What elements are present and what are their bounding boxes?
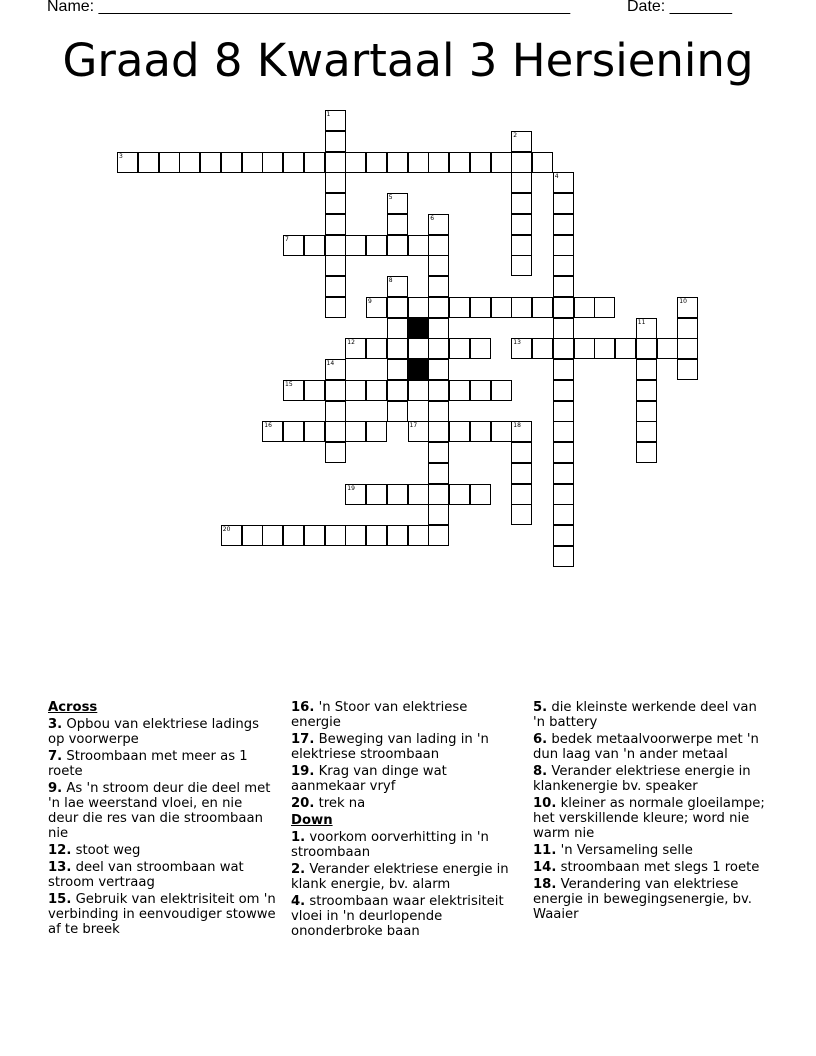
grid-cell[interactable] [325, 442, 346, 463]
grid-cell[interactable] [304, 421, 325, 442]
clue-column-3 [533, 700, 765, 924]
clue-number-label: 15 [285, 380, 293, 388]
grid-cell[interactable] [511, 421, 532, 442]
grid-cell[interactable] [366, 525, 387, 546]
grid-cell[interactable] [387, 276, 408, 297]
clue-text: die kleinste werkende deel van 'n battery [533, 700, 757, 730]
grid-cell[interactable] [304, 152, 325, 173]
grid-cell[interactable] [325, 172, 346, 193]
grid-cell[interactable] [387, 380, 408, 401]
across-clue [48, 717, 276, 747]
clue-column-2 [291, 700, 521, 941]
grid-cell[interactable] [387, 297, 408, 318]
grid-cell[interactable] [345, 421, 366, 442]
grid-cell[interactable] [553, 380, 574, 401]
grid-cell[interactable] [387, 359, 408, 380]
clue-text: voorkom oorverhitting in 'n stroombaan [291, 830, 489, 860]
clue-number: 3. [48, 717, 63, 732]
clue-text: Opbou van elektriese ladings op voorwerpe [48, 717, 260, 747]
grid-cell[interactable] [428, 442, 449, 463]
grid-cell[interactable] [491, 380, 512, 401]
grid-cell[interactable] [428, 401, 449, 422]
grid-cell[interactable] [428, 463, 449, 484]
grid-cell[interactable] [387, 338, 408, 359]
grid-cell[interactable] [553, 193, 574, 214]
grid-cell[interactable] [325, 235, 346, 256]
clue-number: 7. [48, 749, 63, 764]
grid-cell[interactable] [283, 380, 304, 401]
grid-cell[interactable] [117, 152, 138, 173]
grid-cell[interactable] [428, 255, 449, 276]
grid-cell[interactable] [428, 235, 449, 256]
grid-cell[interactable] [677, 359, 698, 380]
grid-cell[interactable] [179, 152, 200, 173]
grid-cell[interactable] [470, 421, 491, 442]
grid-cell[interactable] [221, 152, 242, 173]
grid-cell[interactable] [470, 484, 491, 505]
grid-cell[interactable] [304, 525, 325, 546]
clue-number: 8. [533, 764, 548, 779]
grid-cell[interactable] [408, 380, 429, 401]
clue-text: Stroombaan met meer as 1 roete [48, 749, 248, 779]
grid-cell[interactable] [470, 380, 491, 401]
grid-cell[interactable] [428, 525, 449, 546]
grid-cell[interactable] [553, 442, 574, 463]
grid-cell[interactable] [345, 525, 366, 546]
grid-cell[interactable] [677, 338, 698, 359]
grid-cell[interactable] [345, 380, 366, 401]
grid-cell[interactable] [449, 297, 470, 318]
grid-cell[interactable] [366, 235, 387, 256]
grid-cell[interactable] [511, 484, 532, 505]
clue-number-label: 6 [430, 214, 435, 222]
grid-cell[interactable] [262, 152, 283, 173]
clue-number: 10. [533, 796, 557, 811]
clue-number: 5. [533, 700, 548, 715]
grid-cell[interactable] [636, 338, 657, 359]
clue-number: 4. [291, 894, 306, 909]
across-clue [48, 860, 276, 890]
grid-cell[interactable] [262, 421, 283, 442]
grid-cell[interactable] [345, 235, 366, 256]
grid-cell[interactable] [325, 214, 346, 235]
grid-cell[interactable] [366, 421, 387, 442]
grid-cell[interactable] [366, 484, 387, 505]
grid-cell[interactable] [428, 380, 449, 401]
clue-number: 14. [533, 860, 557, 875]
clue-number: 17. [291, 732, 315, 747]
grid-cell[interactable] [636, 401, 657, 422]
grid-cell[interactable] [511, 463, 532, 484]
grid-cell[interactable] [470, 297, 491, 318]
clue-number: 15. [48, 892, 72, 907]
across-clue [48, 749, 276, 779]
grid-cell[interactable] [636, 380, 657, 401]
down-clue [533, 877, 765, 922]
clue-number: 13. [48, 860, 72, 875]
grid-cell[interactable] [304, 235, 325, 256]
grid-cell[interactable] [511, 504, 532, 525]
clue-number-label: 9 [368, 297, 372, 305]
grid-cell[interactable] [491, 152, 512, 173]
clue-text: Verander elektriese energie in klank energie, bv. alarm [291, 862, 509, 892]
grid-cell[interactable] [428, 421, 449, 442]
grid-cell[interactable] [408, 525, 429, 546]
grid-cell[interactable] [553, 359, 574, 380]
grid-cell[interactable] [428, 359, 449, 380]
clue-number: 19. [291, 764, 315, 779]
grid-cell[interactable] [159, 152, 180, 173]
clue-text: 'n Stoor van elektriese energie [291, 700, 468, 730]
grid-cell[interactable] [553, 484, 574, 505]
grid-cell[interactable] [408, 421, 429, 442]
clue-text: deel van stroombaan wat stroom vertraag [48, 860, 244, 890]
grid-cell[interactable] [221, 525, 242, 546]
grid-cell[interactable] [325, 193, 346, 214]
grid-cell[interactable] [242, 525, 263, 546]
grid-cell[interactable] [387, 484, 408, 505]
grid-cell[interactable] [511, 442, 532, 463]
grid-cell[interactable] [449, 421, 470, 442]
across-clue [48, 843, 276, 858]
down-clue [533, 732, 765, 762]
grid-cell[interactable] [553, 525, 574, 546]
grid-cell[interactable] [325, 421, 346, 442]
grid-cell[interactable] [511, 255, 532, 276]
grid-cell[interactable] [615, 338, 636, 359]
across-clue [291, 732, 521, 762]
across-clue [291, 700, 521, 730]
grid-cell[interactable] [428, 276, 449, 297]
grid-cell[interactable] [677, 318, 698, 339]
grid-cell[interactable] [242, 152, 263, 173]
down-clue [533, 860, 765, 875]
grid-cell[interactable] [283, 152, 304, 173]
grid-cell[interactable] [553, 463, 574, 484]
clue-number-label: 10 [679, 297, 687, 305]
down-clue [533, 843, 765, 858]
grid-cell[interactable] [325, 401, 346, 422]
grid-cell[interactable] [325, 359, 346, 380]
grid-cell[interactable] [387, 401, 408, 422]
grid-cell[interactable] [283, 235, 304, 256]
clue-text: Krag van dinge wat aanmekaar vryf [291, 764, 447, 794]
clue-text: stoot weg [71, 843, 141, 858]
clue-number-label: 5 [388, 194, 393, 201]
grid-cell[interactable] [345, 152, 366, 173]
grid-cell[interactable] [657, 338, 678, 359]
grid-cell[interactable] [636, 318, 657, 339]
clue-number-label: 11 [637, 318, 646, 326]
clue-text: Verander elektriese energie in klankenergie bv. speaker [533, 764, 751, 794]
clue-number-label: 2 [513, 131, 518, 139]
grid-cell[interactable] [428, 152, 449, 173]
grid-cell[interactable] [553, 214, 574, 235]
grid-cell[interactable] [594, 297, 615, 318]
grid-cell[interactable] [428, 214, 449, 235]
grid-cell[interactable] [511, 297, 532, 318]
grid-cell[interactable] [553, 546, 574, 567]
grid-cell[interactable] [553, 338, 574, 359]
across-clue [48, 781, 276, 841]
grid-cell[interactable] [449, 152, 470, 173]
grid-cell[interactable] [594, 338, 615, 359]
grid-cell[interactable] [636, 359, 657, 380]
grid-cell[interactable] [387, 193, 408, 214]
grid-cell[interactable] [470, 152, 491, 173]
grid-cell[interactable] [387, 214, 408, 235]
clue-number: 11. [533, 843, 557, 858]
grid-cell[interactable] [387, 152, 408, 173]
clue-number: 20. [291, 796, 315, 811]
clue-column-1 [48, 700, 276, 939]
grid-cell[interactable] [553, 421, 574, 442]
grid-cell[interactable] [511, 338, 532, 359]
grid-cell[interactable] [345, 484, 366, 505]
across-heading: Across [48, 700, 98, 715]
grid-cell[interactable] [200, 152, 221, 173]
clue-text: 'n Versameling selle [556, 843, 693, 858]
grid-cell[interactable] [511, 131, 532, 152]
grid-cell[interactable] [428, 338, 449, 359]
grid-cell[interactable] [532, 338, 553, 359]
down-clue [533, 700, 765, 730]
grid-cell[interactable] [553, 172, 574, 193]
grid-cell[interactable] [366, 152, 387, 173]
clue-text: Gebruik van elektrisiteit om 'n verbinding in eenvoudiger stowwe af te breek [48, 892, 276, 937]
grid-cell[interactable] [366, 297, 387, 318]
grid-cell[interactable] [574, 338, 595, 359]
grid-cell[interactable] [449, 484, 470, 505]
grid-cell[interactable] [553, 235, 574, 256]
name-field-label: Name: _____________________________________________________ [47, 0, 571, 15]
clue-number: 12. [48, 843, 72, 858]
clue-number: 18. [533, 877, 557, 892]
clue-number-label: 17 [409, 422, 418, 430]
clue-number: 1. [291, 830, 306, 845]
grid-cell[interactable] [408, 484, 429, 505]
black-cell [408, 359, 429, 380]
grid-cell[interactable] [387, 235, 408, 256]
grid-cell[interactable] [283, 421, 304, 442]
clue-text: As 'n stroom deur die deel met 'n lae weerstand vloei, en nie deur die res van die stroombaan nie [48, 781, 271, 841]
grid-cell[interactable] [262, 525, 283, 546]
grid-cell[interactable] [283, 525, 304, 546]
clue-number-label: 19 [347, 484, 355, 492]
grid-cell[interactable] [553, 297, 574, 318]
grid-cell[interactable] [511, 214, 532, 235]
grid-cell[interactable] [428, 504, 449, 525]
grid-cell[interactable] [511, 193, 532, 214]
grid-cell[interactable] [387, 525, 408, 546]
grid-cell[interactable] [491, 297, 512, 318]
across-clue [291, 764, 521, 794]
clue-text: Verandering van elektriese energie in bewegingsenergie, bv. Waaier [533, 877, 752, 922]
grid-cell[interactable] [408, 152, 429, 173]
grid-cell[interactable] [325, 276, 346, 297]
grid-cell[interactable] [408, 297, 429, 318]
grid-cell[interactable] [325, 380, 346, 401]
clue-number-label: 7 [285, 235, 289, 243]
clue-number-label: 1 [326, 111, 331, 118]
clue-number-label: 20 [222, 526, 231, 533]
date-field-label: Date: _______ [627, 0, 732, 15]
clue-number-label: 4 [554, 173, 559, 181]
down-clue [291, 830, 521, 860]
grid-cell[interactable] [325, 525, 346, 546]
grid-cell[interactable] [304, 380, 325, 401]
down-clue [291, 862, 521, 892]
clue-text: bedek metaalvoorwerpe met 'n dun laag van 'n ander metaal [533, 732, 759, 762]
grid-cell[interactable] [449, 380, 470, 401]
grid-cell[interactable] [470, 338, 491, 359]
grid-cell[interactable] [553, 401, 574, 422]
grid-cell[interactable] [366, 338, 387, 359]
grid-cell[interactable] [325, 131, 346, 152]
grid-cell[interactable] [636, 442, 657, 463]
clue-number: 9. [48, 781, 63, 796]
grid-cell[interactable] [325, 255, 346, 276]
grid-cell[interactable] [532, 297, 553, 318]
grid-cell[interactable] [138, 152, 159, 173]
clue-text: stroombaan met slegs 1 roete [556, 860, 760, 875]
clue-number-label: 16 [264, 422, 272, 430]
grid-cell[interactable] [366, 380, 387, 401]
clue-text: trek na [314, 796, 366, 811]
grid-cell[interactable] [491, 421, 512, 442]
grid-cell[interactable] [532, 152, 553, 173]
grid-cell[interactable] [553, 318, 574, 339]
grid-cell[interactable] [387, 318, 408, 339]
page-title: Graad 8 Kwartaal 3 Hersiening [62, 34, 754, 87]
clue-text: Beweging van lading in 'n elektriese stroombaan [291, 732, 489, 762]
clue-number: 16. [291, 700, 315, 715]
grid-cell[interactable] [449, 338, 470, 359]
grid-cell[interactable] [325, 152, 346, 173]
grid-cell[interactable] [677, 297, 698, 318]
clue-text: kleiner as normale gloeilampe; het verskillende kleure; word nie warm nie [533, 796, 765, 841]
grid-cell[interactable] [408, 235, 429, 256]
clue-number-label: 3 [119, 152, 123, 160]
grid-cell[interactable] [325, 110, 346, 131]
down-clue [533, 796, 765, 841]
grid-cell[interactable] [636, 421, 657, 442]
clue-number-label: 14 [326, 360, 335, 367]
down-heading: Down [291, 813, 333, 828]
grid-cell[interactable] [345, 338, 366, 359]
clue-number: 6. [533, 732, 548, 747]
grid-cell[interactable] [553, 504, 574, 525]
grid-cell[interactable] [574, 297, 595, 318]
grid-cell[interactable] [325, 297, 346, 318]
grid-cell[interactable] [511, 152, 532, 173]
grid-cell[interactable] [553, 276, 574, 297]
clue-number-label: 13 [513, 339, 521, 347]
down-clue [291, 894, 521, 939]
grid-cell[interactable] [511, 172, 532, 193]
grid-cell[interactable] [428, 318, 449, 339]
clue-number: 2. [291, 862, 306, 877]
black-cell [408, 318, 429, 339]
grid-cell[interactable] [428, 297, 449, 318]
clue-number-label: 12 [347, 339, 355, 347]
clue-number-label: 8 [388, 277, 393, 284]
down-clue [533, 764, 765, 794]
across-clue [291, 796, 521, 811]
clue-number-label: 18 [513, 422, 521, 430]
grid-cell[interactable] [428, 484, 449, 505]
grid-cell[interactable] [553, 255, 574, 276]
grid-cell[interactable] [408, 338, 429, 359]
across-clue [48, 892, 276, 937]
clue-text: stroombaan waar elektrisiteit vloei in 'n deurlopende ononderbroke baan [291, 894, 504, 939]
grid-cell[interactable] [511, 235, 532, 256]
